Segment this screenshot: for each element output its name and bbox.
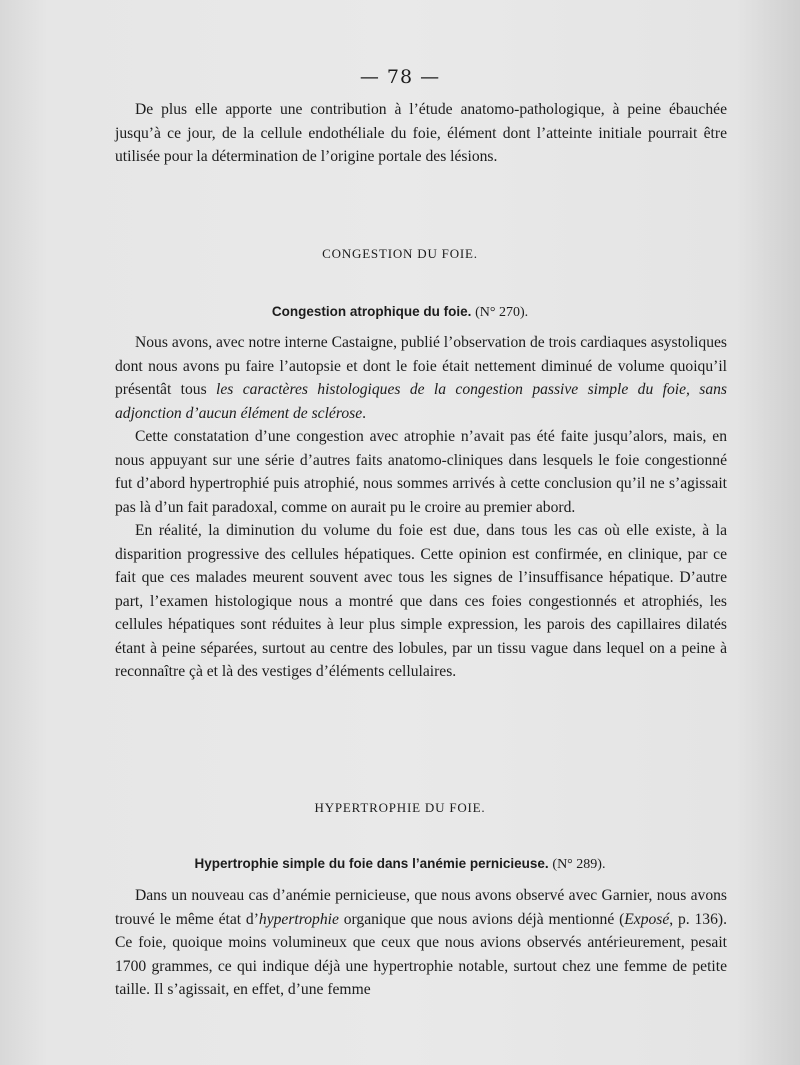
paragraph-italic: les caractères histologiques de la congestion passive simple du foie, sans adjonction d’aucun élément de sclérose [115, 381, 727, 422]
intro-paragraph-block [115, 98, 727, 169]
paragraph-italic: Exposé [624, 910, 670, 928]
section-title-hypertrophie: HYPERTROPHIE DU FOIE. [314, 800, 486, 815]
paragraph-text: . [362, 404, 367, 422]
paragraph-text: , p. 136). Ce foie, quoique moins volumineux que ceux que nous avions observés antérieurement, pesait 1700 grammes, ce qui indique déjà une hypertrophie notable, surtout chez une femme de petite taille. Il s’agissait, en effet, d’une femme [115, 910, 727, 998]
congestion-body [115, 331, 727, 684]
paragraph: En réalité, la diminution du volume du foie est due, dans tous les cas où elle existe, à la disparition progressive des cellules hépatiques. Cette opinion est confirmée, en clinique, par ce fait que ces malades meurent souvent avec tous les signes de l’insuffisance hépatique. D’autre part, l’examen histologique nous a montré que dans ces foies congestionnés et atrophiés, les cellules hépatiques sont réduites à leur plus simple expression, les parois des capillaires dilatés étant à peine séparées, surtout au centre des lobules, par un tissu vague dans lequel on a peine à reconnaître çà et là des vestiges d’éléments cellulaires. [115, 522, 727, 680]
subsection-title-text: Hypertrophie simple du foie dans l’anémie pernicieuse. [194, 856, 549, 871]
subsection-title-congestion [0, 304, 800, 321]
paragraph-text: Nous avons, avec notre interne Castaigne, publié l’observation de trois cardiaques asystoliques dont nous avons pu faire l’autopsie et dont le foie était nettement diminué de volume quoiqu’il présentât tous [115, 334, 727, 398]
paragraph-text: Dans un nouveau cas d’anémie pernicieuse, que nous avons observé avec Garnier, nous avons trouvé le même état d’ [115, 887, 727, 928]
paragraph-text: organique que nous avions déjà mentionné ( [338, 910, 625, 928]
subsection-title-hypertrophie [0, 856, 800, 873]
publication-ref: (N° 270). [475, 305, 529, 320]
hypertrophie-body [115, 884, 727, 1002]
section-title-congestion: CONGESTION DU FOIE. [322, 246, 478, 261]
intro-paragraph: De plus elle apporte une contribution à l’étude anatomo-pathologique, à peine ébauchée jusqu’à ce jour, de la cellule endothéliale du foie, élément dont l’atteinte initiale pourrait être utilisée pour la détermination de l’origine portale des lésions. [115, 101, 727, 165]
page-number: — 78 — [359, 66, 441, 88]
publication-ref: (N° 289). [552, 857, 606, 872]
paragraph-italic: hypertrophie [258, 910, 339, 928]
paragraph [115, 331, 727, 425]
paragraph [115, 884, 727, 1002]
paragraph: Cette constatation d’une congestion avec atrophie n’avait pas été faite jusqu’alors, mais, en nous appuyant sur une série d’autres faits anatomo-cliniques dans lesquels le foie congestionné fut d’abord hypertrophié puis atrophié, nous sommes arrivés à cette conclusion qu’il ne s’agissait pas là d’un fait paradoxal, comme on aurait pu le croire au premier abord. [115, 428, 727, 516]
subsection-title-text: Congestion atrophique du foie. [271, 304, 472, 319]
